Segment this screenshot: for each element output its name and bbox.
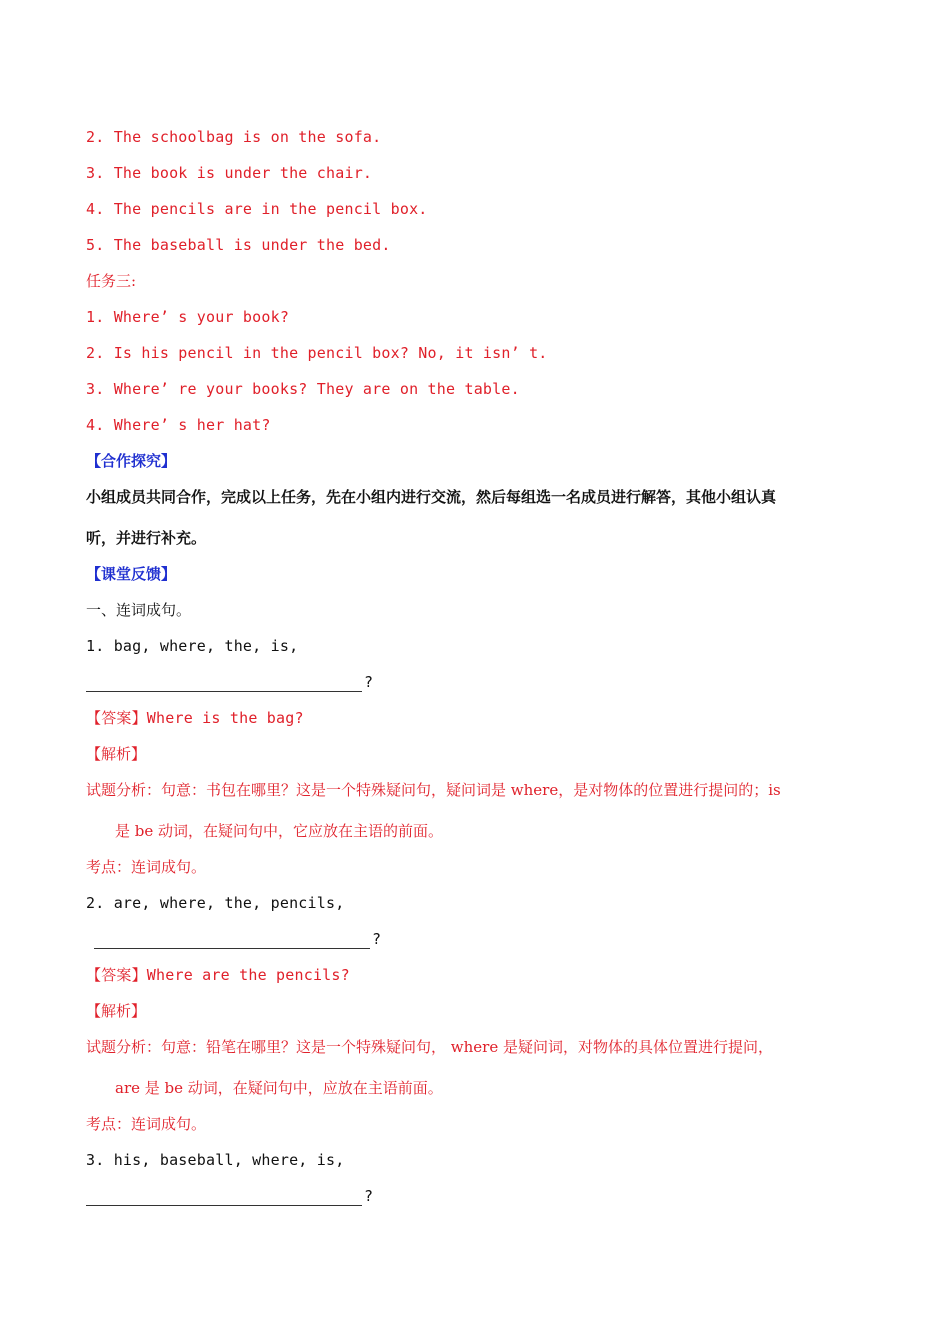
question-2-analysis-line1: 试题分析：句意：铅笔在哪里？这是一个特殊疑问句， where 是疑问词，对物体的具体位置进行提问， [86, 1038, 773, 1056]
task2-answer-4: 4. The pencils are in the pencil box. [86, 200, 428, 218]
task3-item-2: 2. Is his pencil in the pencil box? No, it isn’ t. [86, 344, 548, 362]
question-2-prompt: 2. are, where, the, pencils, [86, 894, 345, 912]
question-1-point: 考点：连词成句。 [86, 858, 207, 876]
question-3-blank-line[interactable] [86, 1186, 373, 1206]
section-title: 一、连词成句。 [86, 601, 192, 619]
question-1-answer: 【答案】Where is the bag? [86, 709, 304, 727]
question-2-answer: 【答案】Where are the pencils? [86, 966, 350, 984]
question-1-blank-line[interactable] [86, 672, 373, 692]
answer-blank[interactable] [94, 934, 370, 949]
answer-blank[interactable] [86, 1191, 362, 1206]
cooperation-heading: 【合作探究】 [86, 452, 177, 470]
question-3-prompt: 3. his, baseball, where, is, [86, 1151, 345, 1169]
task2-answer-2: 2. The schoolbag is on the sofa. [86, 128, 382, 146]
task3-item-1: 1. Where’ s your book? [86, 308, 290, 326]
question-mark: ? [364, 673, 374, 691]
question-mark: ? [372, 930, 382, 948]
task3-heading: 任务三: [86, 272, 137, 290]
question-1-analysis-line2: 是 be 动词，在疑问句中，它应放在主语的前面。 [115, 822, 444, 840]
question-1-analysis-label: 【解析】 [86, 745, 147, 763]
task2-answer-5: 5. The baseball is under the bed. [86, 236, 391, 254]
task2-answer-3: 3. The book is under the chair. [86, 164, 373, 182]
question-2-analysis-label: 【解析】 [86, 1002, 147, 1020]
task3-item-4: 4. Where’ s her hat? [86, 416, 271, 434]
question-1-prompt: 1. bag, where, the, is, [86, 637, 299, 655]
question-2-point: 考点：连词成句。 [86, 1115, 207, 1133]
question-mark: ? [364, 1187, 374, 1205]
task3-item-3: 3. Where’ re your books? They are on the table. [86, 380, 520, 398]
cooperation-text-line2: 听，并进行补充。 [86, 529, 207, 547]
answer-blank[interactable] [86, 677, 362, 692]
question-1-analysis-line1: 试题分析：句意：书包在哪里？这是一个特殊疑问句，疑问词是 where，是对物体的位置进行提问的；is [86, 781, 781, 799]
question-2-blank-line[interactable] [94, 929, 381, 949]
feedback-heading: 【课堂反馈】 [86, 565, 177, 583]
question-2-analysis-line2: are 是 be 动词，在疑问句中，应放在主语前面。 [115, 1079, 443, 1097]
cooperation-text-line1: 小组成员共同合作，完成以上任务，先在小组内进行交流，然后每组选一名成员进行解答，其他小组认真 [86, 488, 777, 506]
